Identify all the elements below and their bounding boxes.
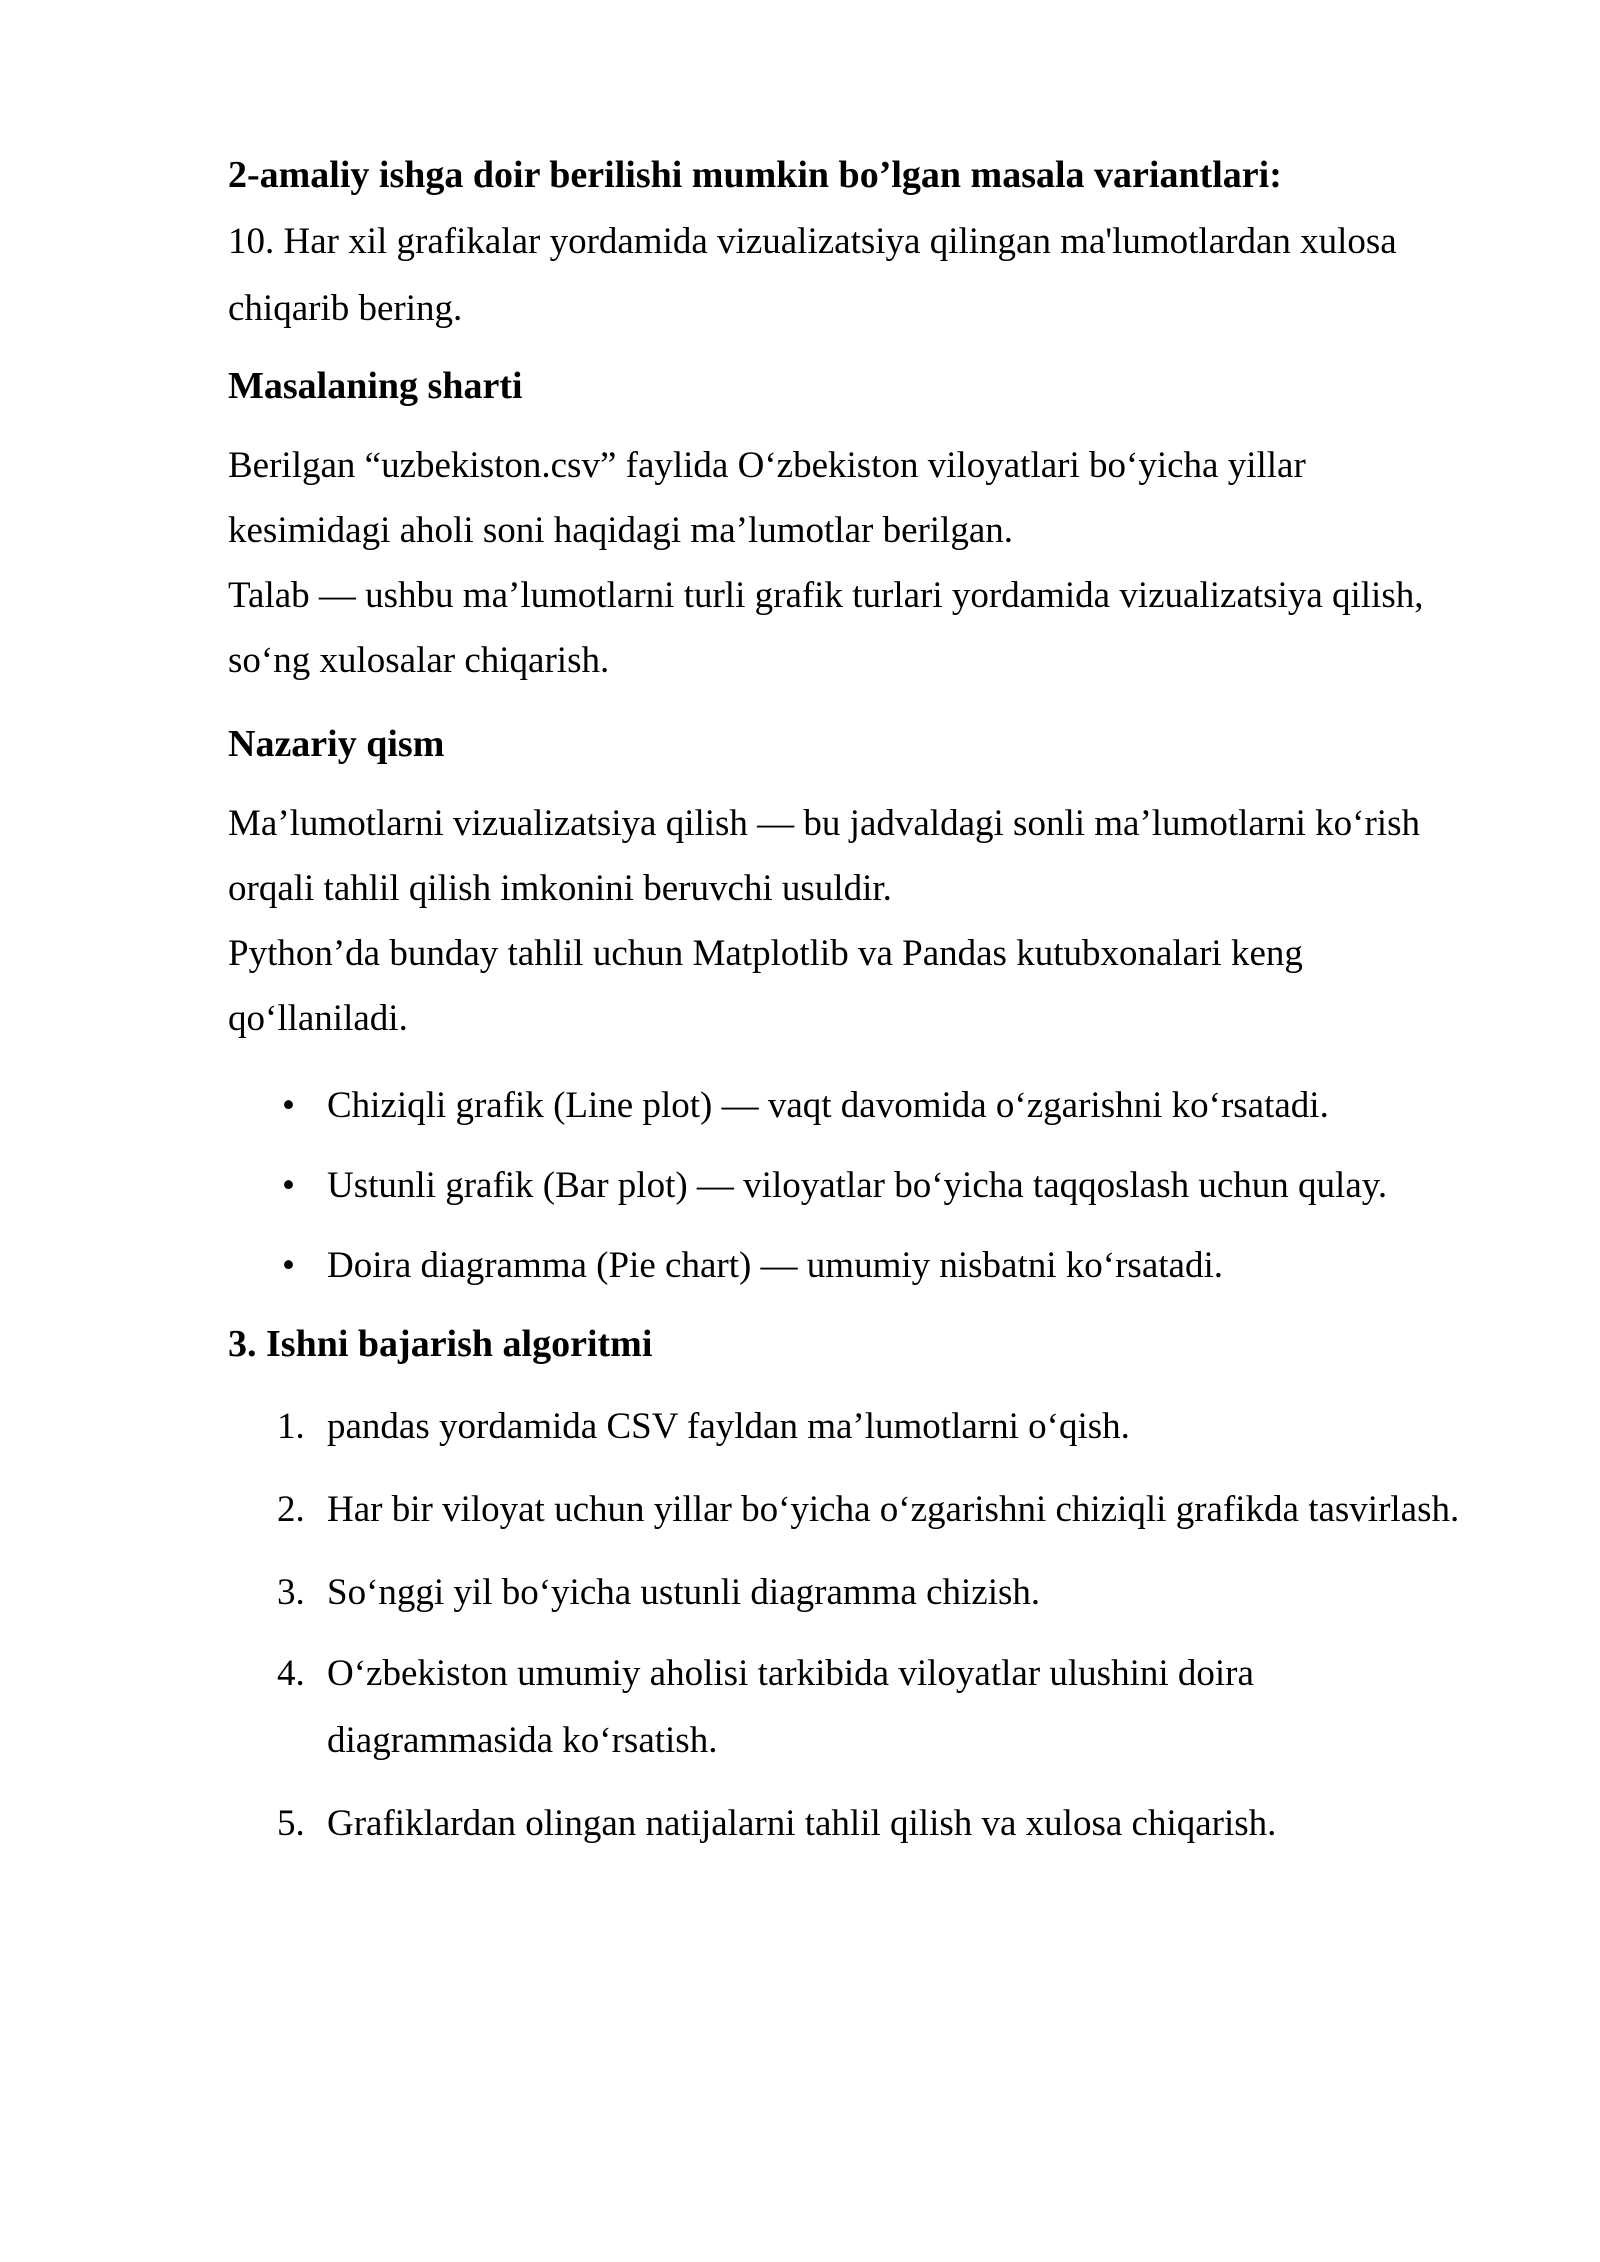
list-item-text: Grafiklardan olingan natijalarni tahlil qilish va xulosa chiqarish. bbox=[327, 1803, 1277, 1844]
list-item-text: Oʻzbekiston umumiy aholisi tarkibida viloyatlar ulushini doira bbox=[327, 1653, 1254, 1694]
bullet-item bbox=[0, 1241, 1600, 1291]
bullet-marker: • bbox=[282, 1165, 295, 1206]
paragraph-line: Talab — ushbu ma’lumotlarni turli grafik turlari yordamida vizualizatsiya qilish, bbox=[228, 575, 1424, 616]
list-number: 1. bbox=[277, 1406, 305, 1447]
paragraph-line: kesimidagi aholi soni haqidagi ma’lumotlar berilgan. bbox=[228, 510, 1014, 551]
paragraph-line: Ma’lumotlarni vizualizatsiya qilish — bu jadvaldagi sonli ma’lumotlarni koʻrish bbox=[228, 803, 1420, 844]
bullet-marker: • bbox=[282, 1085, 295, 1126]
bullet-item-text: Ustunli grafik (Bar plot) — viloyatlar boʻyicha taqqoslash uchun qulay. bbox=[327, 1165, 1388, 1206]
bullet-item-text: Chiziqli grafik (Line plot) — vaqt davomida oʻzgarishni koʻrsatadi. bbox=[327, 1085, 1329, 1126]
paragraph-line: orqali tahlil qilish imkonini beruvchi usuldir. bbox=[228, 868, 892, 909]
numbered-list-item-continuation bbox=[0, 1716, 1600, 1766]
list-number: 2. bbox=[277, 1489, 305, 1530]
list-number: 3. bbox=[277, 1572, 305, 1613]
section-heading-nazariy-qism: Nazariy qism bbox=[228, 723, 445, 765]
bullet-marker: • bbox=[282, 1245, 295, 1286]
document-title: 2-amaliy ishga doir berilishi mumkin bo’lgan masala variantlari: bbox=[228, 154, 1282, 196]
list-number-spacer bbox=[277, 1716, 327, 1766]
list-item-text: Har bir viloyat uchun yillar boʻyicha oʻzgarishni chiziqli grafikda tasvirlash. bbox=[327, 1489, 1460, 1530]
section-heading-masalaning-sharti: Masalaning sharti bbox=[228, 365, 523, 407]
bullet-item-text: Doira diagramma (Pie chart) — umumiy nisbatni koʻrsatadi. bbox=[327, 1245, 1223, 1286]
paragraph-line: Python’da bunday tahlil uchun Matplotlib va Pandas kutubxonalari keng bbox=[228, 933, 1303, 974]
bullet-item bbox=[0, 1161, 1600, 1211]
list-number: 5. bbox=[277, 1803, 305, 1844]
numbered-list-item bbox=[0, 1402, 1600, 1452]
list-number: 4. bbox=[277, 1653, 305, 1694]
intro-paragraph-line: 10. Har xil grafikalar yordamida vizualizatsiya qilingan ma'lumotlardan xulosa bbox=[228, 221, 1397, 262]
section-heading-ishni-bajarish-algoritmi: 3. Ishni bajarish algoritmi bbox=[228, 1323, 653, 1365]
bullet-item bbox=[0, 1081, 1600, 1131]
list-item-text: pandas yordamida CSV fayldan ma’lumotlarni oʻqish. bbox=[327, 1406, 1130, 1447]
paragraph-line: soʻng xulosalar chiqarish. bbox=[228, 640, 610, 681]
intro-paragraph-line: chiqarib bering. bbox=[228, 288, 463, 329]
paragraph-line: Berilgan “uzbekiston.csv” faylida Oʻzbekiston viloyatlari boʻyicha yillar bbox=[228, 445, 1306, 486]
numbered-list-item bbox=[0, 1568, 1600, 1618]
paragraph-line: qoʻllaniladi. bbox=[228, 998, 408, 1039]
list-item-text: diagrammasida koʻrsatish. bbox=[327, 1720, 718, 1761]
numbered-list-item bbox=[0, 1649, 1600, 1699]
numbered-list-item bbox=[0, 1799, 1600, 1849]
numbered-list-item bbox=[0, 1485, 1600, 1535]
list-item-text: Soʻnggi yil boʻyicha ustunli diagramma chizish. bbox=[327, 1572, 1041, 1613]
